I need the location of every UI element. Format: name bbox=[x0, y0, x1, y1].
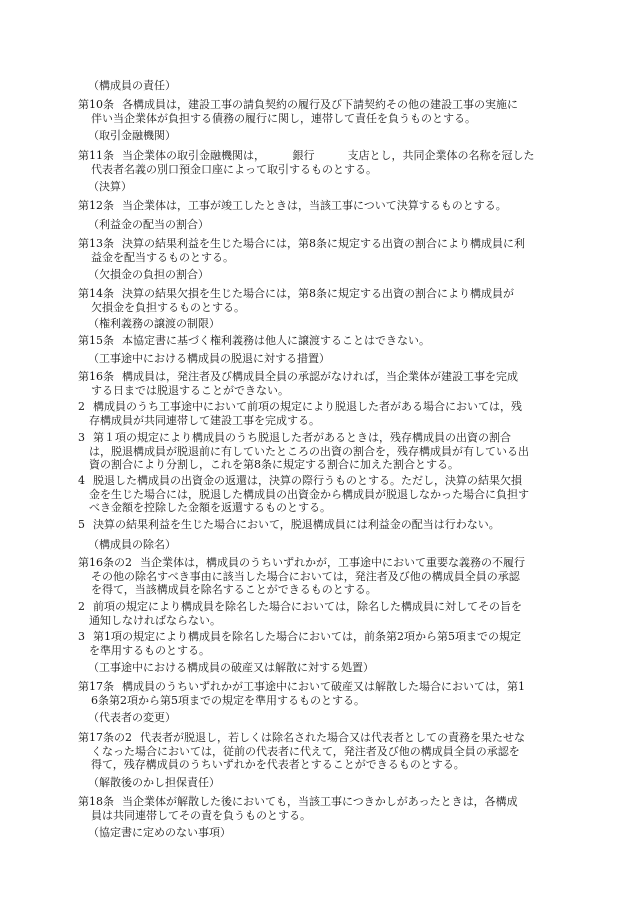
article-17-2 bbox=[78, 731, 556, 772]
paragraph-number: 5 bbox=[78, 518, 85, 531]
article-label: 第18条 bbox=[78, 795, 114, 808]
heading-bankruptcy: （工事途中における構成員の破産又は解散に対する処置） bbox=[88, 661, 374, 674]
article-text: を準用するものとする。 bbox=[89, 643, 210, 657]
article-16-paragraph-3 bbox=[78, 431, 556, 472]
heading-representative-change: （代表者の変更） bbox=[88, 711, 176, 724]
article-label: 第12条 bbox=[78, 199, 114, 212]
article-text: 益金を配当するものとする。 bbox=[91, 250, 234, 264]
article-text: 6条第2項から第5項までの規定を準用するものとする。 bbox=[91, 693, 365, 707]
article-text: 通知しなければならない。 bbox=[89, 613, 221, 627]
article-label: 第11条 bbox=[78, 149, 114, 162]
article-10 bbox=[78, 98, 556, 125]
article-label: 第17条 bbox=[78, 680, 114, 693]
article-text: くなった場合においては，従前の代表者に代えて，発注者及び他の構成員全員の承認を bbox=[91, 744, 520, 758]
article-18 bbox=[78, 795, 556, 822]
heading-defect-liability: （解散後のかし担保責任） bbox=[88, 776, 220, 789]
article-text: 前項の規定により構成員を除名した場合においては，除名した構成員に対してその旨を bbox=[93, 600, 522, 613]
paragraph-number: 4 bbox=[78, 474, 85, 487]
article-label: 第16条 bbox=[78, 370, 114, 383]
article-text: その他の除名すべき事由に該当した場合においては，発注者及び他の構成員全員の承認 bbox=[91, 569, 520, 583]
article-label: 第10条 bbox=[78, 98, 114, 111]
article-16 bbox=[78, 370, 556, 397]
article-16-2 bbox=[78, 556, 556, 597]
heading-loss-share: （欠損金の負担の割合） bbox=[88, 268, 209, 281]
heading-bank: （取引金融機関） bbox=[88, 129, 176, 142]
article-16-2-paragraph-2 bbox=[78, 600, 556, 627]
article-14 bbox=[78, 287, 556, 314]
article-text: 各構成員は，建設工事の請負契約の履行及び下請契約その他の建設工事の実施に bbox=[122, 98, 518, 111]
paragraph-number: 2 bbox=[78, 600, 85, 613]
article-text: べき金額を控除した金額を返還するものとする。 bbox=[89, 501, 331, 514]
article-17 bbox=[78, 680, 556, 707]
article-text: 構成員は，発注者及び構成員全員の承認がなければ，当企業体が建設工事を完成 bbox=[122, 370, 518, 383]
article-text: 代表者が脱退し，若しくは除名された場合又は代表者としての責務を果たせな bbox=[140, 731, 525, 744]
article-16-2-paragraph-3 bbox=[78, 630, 556, 657]
heading-withdrawal: （工事途中における構成員の脱退に対する措置） bbox=[88, 352, 330, 365]
article-text: 員は共同連帯してその責を負うものとする。 bbox=[91, 808, 311, 822]
article-text: する日までは脱退することができない。 bbox=[91, 383, 289, 397]
article-text: 決算の結果利益を生じた場合には，第8条に規定する出資の割合により構成員に利 bbox=[122, 237, 525, 250]
article-16-paragraph-2 bbox=[78, 400, 556, 427]
article-text: 当企業体の取引金融機関は， 銀行 支店とし，共同企業体の名称を冠した bbox=[122, 149, 535, 162]
article-text: 本協定書に基づく権利義務は他人に譲渡することはできない。 bbox=[122, 334, 430, 347]
article-text: 金を生じた場合には，脱退した構成員の出資金から構成員が脱退しなかった場合に負担す bbox=[89, 487, 529, 501]
article-label: 第16条の2 bbox=[78, 556, 132, 569]
article-text: 決算の結果利益を生じた場合において，脱退構成員には利益金の配当は行わない。 bbox=[93, 518, 500, 531]
article-text: を得て，当該構成員を除名することができるものとする。 bbox=[91, 583, 377, 596]
article-15 bbox=[78, 334, 556, 348]
heading-member-liability: （構成員の責任） bbox=[88, 79, 176, 92]
article-text: 決算の結果欠損を生じた場合には，第8条に規定する出資の割合により構成員が bbox=[122, 287, 514, 300]
article-text: 資の割合により分割し，これを第8条に規定する割合に加えた割合とする。 bbox=[89, 458, 459, 471]
article-label: 第14条 bbox=[78, 287, 114, 300]
article-text: 第1項の規定により構成員を除名した場合においては，前条第2項から第5項までの規定 bbox=[93, 630, 521, 643]
heading-profit-dividend: （利益金の配当の割合） bbox=[88, 218, 209, 231]
paragraph-number: 3 bbox=[78, 431, 85, 444]
article-text: 得て，残存構成員のうちいずれかを代表者とすることができるものとする。 bbox=[91, 758, 465, 771]
article-text: 当企業体は，構成員のうちいずれかが，工事途中において重要な義務の不履行 bbox=[140, 556, 525, 569]
article-text: 当企業体が解散した後においても，当該工事につきかしがあったときは，各構成 bbox=[122, 795, 518, 808]
article-text: は，脱退構成員が脱退前に有していたところの出資の割合を，残存構成員が有している出 bbox=[89, 444, 529, 458]
article-label: 第15条 bbox=[78, 334, 114, 347]
article-text: 構成員のうち工事途中において前項の規定により脱退した者がある場合においては，残 bbox=[93, 400, 522, 413]
heading-expulsion: （構成員の除名） bbox=[88, 538, 176, 551]
heading-unspecified-matters: （協定書に定めのない事項） bbox=[88, 826, 231, 839]
heading-settlement: （決算） bbox=[88, 180, 132, 193]
article-label: 第13条 bbox=[78, 237, 114, 250]
article-text: 第１項の規定により構成員のうち脱退した者があるときは，残存構成員の出資の割合 bbox=[93, 431, 511, 444]
article-text: 伴い当企業体が負担する債務の履行に関し，連帯して責任を負うものとする。 bbox=[91, 111, 476, 125]
article-16-paragraph-5 bbox=[78, 518, 556, 532]
article-text: 構成員のうちいずれかが工事途中において破産又は解散した場合においては，第1 bbox=[122, 680, 525, 693]
heading-transfer-restriction: （権利義務の譲渡の制限） bbox=[88, 317, 220, 330]
paragraph-number: 2 bbox=[78, 400, 85, 413]
paragraph-number: 3 bbox=[78, 630, 85, 643]
article-16-paragraph-4 bbox=[78, 474, 556, 515]
article-label: 第17条の2 bbox=[78, 731, 132, 744]
article-13 bbox=[78, 237, 556, 264]
article-text: 欠損金を負担するものとする。 bbox=[91, 300, 245, 314]
article-11 bbox=[78, 149, 556, 176]
article-text: 代表者名義の別口預金口座によって取引するものとする。 bbox=[91, 162, 377, 176]
article-text: 脱退した構成員の出資金の返還は，決算の際行うものとする。ただし，決算の結果欠損 bbox=[93, 474, 522, 487]
article-text: 存構成員が共同連帯して建設工事を完成する。 bbox=[89, 413, 320, 427]
article-12 bbox=[78, 199, 556, 213]
article-text: 当企業体は，工事が竣工したときは，当該工事について決算するものとする。 bbox=[122, 199, 507, 212]
